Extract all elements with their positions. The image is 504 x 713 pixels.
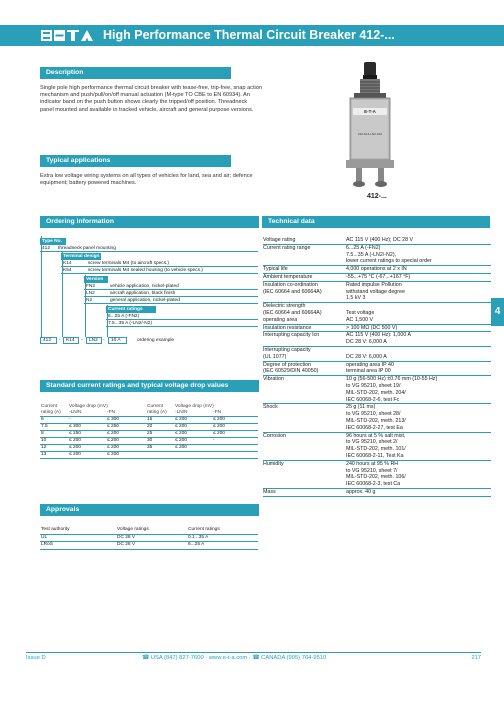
col-rating: rating (A) [40, 410, 68, 417]
tech-key: Typical life [263, 266, 346, 274]
photo-label: 412-K14-LN2-10A [357, 132, 383, 136]
product-photo [330, 60, 410, 192]
example-terminal: K14 [63, 337, 79, 344]
applications-heading: Typical applications [40, 155, 231, 167]
version-label: Version [84, 276, 108, 283]
tech-row [263, 332, 491, 347]
example-rating: 10 A [108, 337, 127, 344]
ratings-row [106, 313, 258, 320]
version-desc: aircraft application, black finish [110, 291, 176, 296]
tech-row [263, 324, 491, 332]
tech-value: Rated impulse Pollution withstand voltage degree 1.5 kV 3 [346, 281, 491, 302]
terminal-desc: screw terminals M4 (to aircraft specs.) [88, 261, 170, 266]
tech-row [263, 376, 491, 404]
page-title: High Performance Thermal Circuit Breaker 412-... [103, 28, 395, 42]
col-ln: -LN/N [174, 410, 212, 417]
version-code: LN2 [86, 291, 95, 296]
ratings-value: 7.5...35 A (-LN2/-N2) [108, 321, 152, 326]
version-desc: vehicle application, nickel-plated [110, 284, 179, 289]
tech-row [263, 244, 491, 265]
svg-text:E-T-A: E-T-A [364, 109, 376, 114]
col-ln: -LN/N [68, 410, 106, 417]
col-fn: -FN [106, 410, 146, 417]
table-row: 10 ≤ 200 ≤ 200 30 ≤ 200 - [40, 438, 258, 445]
ratings-label: Current ratings [106, 306, 156, 313]
version-row [84, 290, 258, 297]
table-row: 7.5 ≤ 300 ≤ 250 20 ≤ 200 ≤ 200 [40, 424, 258, 431]
description-heading: Description [40, 67, 231, 79]
table-row: UL DC 28 V 0.1...35 A [40, 534, 258, 542]
col-fn: -FN [212, 410, 258, 417]
col-rating: rating (A) [146, 410, 174, 417]
tech-key: Corrosion [263, 432, 346, 460]
tech-key: Vibration [263, 376, 346, 404]
example-separator: - [59, 338, 61, 343]
tech-value: 6...25 A (-FN2) 7.5...35 A (-LN2/-N2), lower current ratings to special order [346, 244, 491, 265]
tech-key: Interrupting capacity Icn [263, 332, 346, 347]
voltage-drop-table [40, 404, 258, 459]
type-no-label: Type No. [40, 238, 66, 245]
table-row: 12 ≤ 200 ≤ 200 35 ≤ 200 [40, 445, 258, 452]
col-current: Current [147, 404, 163, 409]
tech-value: > 100 MΩ (DC 500 V) [346, 324, 491, 332]
tech-value: Test voltage AC 1,500 V [346, 303, 491, 324]
tech-row [263, 432, 491, 460]
description-text: Single pole high performance thermal circuit breaker with tease-free, trip-free, snap action mechanism and push/pull/on/off manual actuation (M-type TO CBE to EN 60934). An indicator band on the push button shows clearly the tripped/off position. Threadneck panel mounted and available in tracked vehicle, aircraft and general purpose versions. [40, 85, 262, 113]
header-bar [0, 25, 504, 46]
table-header: Test authority Voltage ratings Current ratings [40, 527, 258, 534]
terminal-label: Terminal design [63, 254, 100, 259]
tech-key: Interrupting capacity (UL 1077) [263, 346, 346, 361]
tech-key: Shock [263, 404, 346, 432]
technical-table [263, 237, 491, 497]
section-tab: 4 [491, 298, 504, 326]
applications-text: Extra low voltage wiring systems on all types of vehicles for land, sea and air; defence equipment; battery powered machines. [40, 173, 253, 187]
approvals-table [40, 527, 258, 550]
ordering-heading: Ordering information [40, 216, 259, 228]
type-code: 412 [42, 246, 51, 251]
table-row: 8 ≤ 250 ≤ 200 25 ≤ 200 ≤ 200 [40, 431, 258, 438]
version-desc: general application, nickel-plated [110, 298, 180, 303]
terminal-desc: screw terminals M4 sealed housing (to vehicle specs.) [88, 268, 203, 273]
terminal-row [61, 267, 258, 274]
version-code: N2 [86, 298, 93, 303]
version-row [84, 297, 258, 304]
voltage-drop-heading: Standard current ratings and typical voltage drop values [40, 380, 259, 392]
type-desc: threadneck panel mounting [58, 246, 116, 251]
tech-value: approx. 40 g [346, 488, 491, 496]
tech-row [263, 488, 491, 496]
tech-row [263, 266, 491, 274]
tech-key: Insulation co-ordination (IEC 60664 and 60664A) [263, 281, 346, 302]
tech-row [263, 303, 491, 324]
version-code: FN2 [86, 284, 96, 289]
technical-heading: Technical data [262, 216, 490, 228]
footer [26, 652, 481, 664]
example-type: 412 [40, 337, 57, 344]
example-label: ordering example [137, 338, 175, 343]
tech-key: Degree of protection (IEC 60529/DIN 40050) [263, 361, 346, 376]
issue-label: Issue D [26, 655, 46, 661]
tech-row [263, 361, 491, 376]
tech-row [263, 281, 491, 302]
version-row [84, 283, 258, 290]
tech-value: 96 hours at 5 % salt mist, to VG 95210, sheet 2/ MIL-STD-202, meth. 101/ IEC 60068-2-11, Test Ka [346, 432, 491, 460]
tech-row [263, 237, 491, 244]
table-row: LRoS DC 28 V 6...25 A [40, 542, 258, 550]
contact-info: ☎ USA (847) 827-7600 · www.e-t-a.com · ☎ CANADA (905) 764-9510 [142, 655, 327, 661]
example-separator: - [103, 338, 105, 343]
ratings-row [106, 320, 258, 327]
terminal-code: K54 [63, 268, 72, 273]
tech-value: 240 hours at 95 % RH to VG 95210, sheet 7/ MIL-STD-202, meth. 106/ IEC 60068-2-3, test Ca [346, 460, 491, 488]
tech-value: AC 115 V (400 Hz); DC 28 V [346, 237, 491, 244]
tech-row [263, 346, 491, 361]
tech-key: Dielectric strength (IEC 60664 and 60664A) operating area [263, 303, 346, 324]
tech-value: 25 g (11 ms) to VG 95210, sheet 28/ MIL-STD-202, meth. 213/ IEC 60068-2-27, test Ea [346, 404, 491, 432]
table-row: 6 - ≤ 300 15 ≤ 200 ≤ 200 [40, 417, 258, 424]
tech-value: -55...+75 °C (-67...+167 °F) [346, 273, 491, 281]
tech-value: 4,000 operations at 2 x IN [346, 266, 491, 274]
tech-value: operating area IP 40 terminal area IP 00 [346, 361, 491, 376]
col-current: Current [41, 404, 57, 409]
tech-key: Current rating range [263, 244, 346, 265]
approvals-heading: Approvals [40, 504, 259, 516]
tech-key: Voltage rating [263, 237, 346, 244]
tech-key: Insulation resistance [263, 324, 346, 332]
terminal-code: K14 [63, 261, 72, 266]
example-version: LN2 [86, 337, 102, 344]
eta-logo [40, 29, 96, 42]
ratings-value: 6...25 A (-FN2) [108, 314, 140, 319]
tech-row [263, 404, 491, 432]
tech-row [263, 460, 491, 488]
tech-key: Mass [263, 488, 346, 496]
example-separator: - [81, 338, 83, 343]
tech-key: Humidity [263, 460, 346, 488]
tech-value: 10 g (56-500 Hz) ±0.76 mm (10-55 Hz) to VG 95210, sheet 19/ MIL-STD-202, meth. 204/ IEC 60068-2-6, test Fc [346, 376, 491, 404]
photo-caption: 412-... [367, 193, 387, 200]
table-row: 13 ≤ 200 ≤ 200 [40, 452, 258, 459]
col-drop: Voltage drop (mV) [175, 404, 214, 409]
col-drop: Voltage drop (mV) [69, 404, 108, 409]
tech-value: AC 115 V (400 Hz): 1,000 A DC 28 V: 6,000 A [346, 332, 491, 347]
tech-value: DC 28 V: 6,000 A [346, 346, 491, 361]
terminal-row [61, 260, 258, 267]
page-number: 217 [471, 655, 481, 661]
tech-key: Ambient temperature [263, 273, 346, 281]
tech-row [263, 273, 491, 281]
type-row [40, 245, 258, 252]
